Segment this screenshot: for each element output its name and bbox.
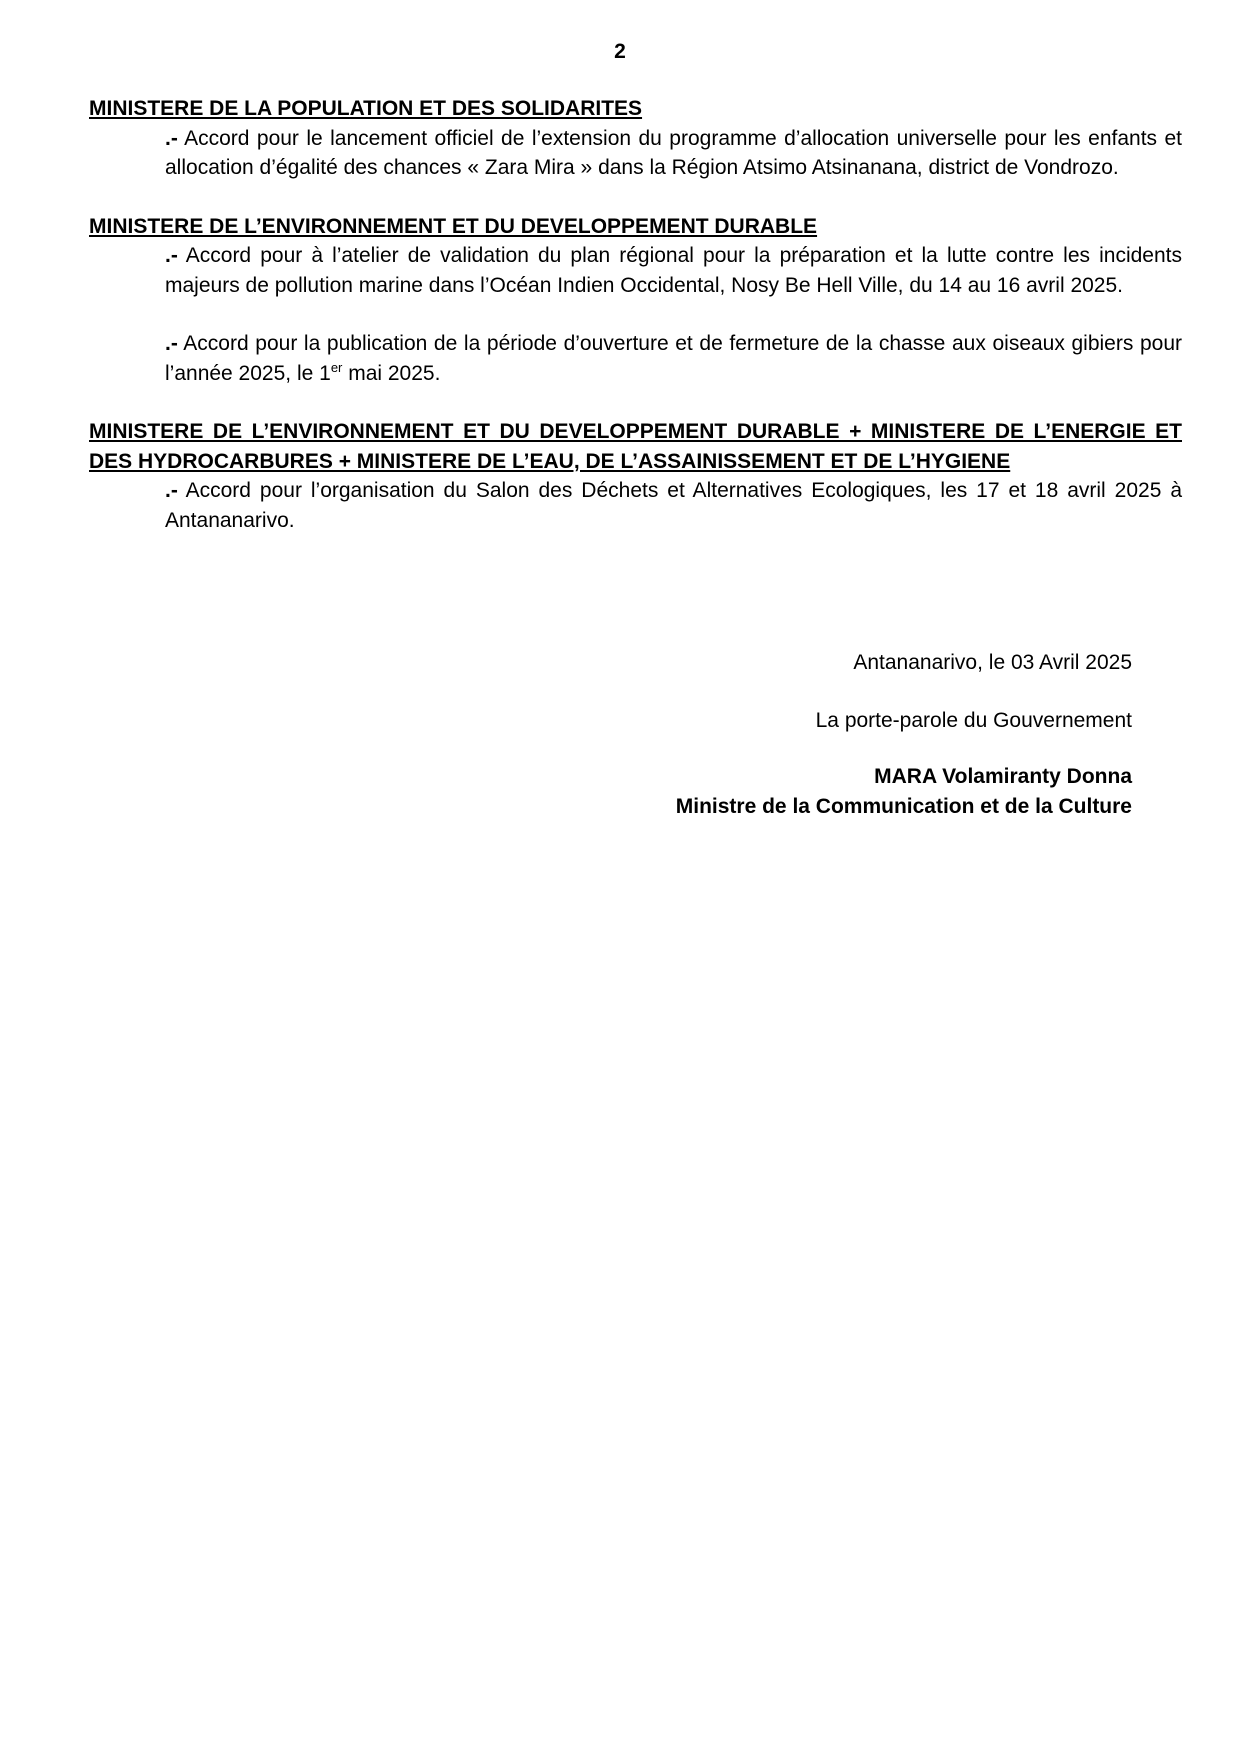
decision-text-end: mai 2025. (342, 361, 441, 385)
bullet-marker: .- (165, 244, 178, 267)
decision-item (165, 124, 1182, 183)
signatory-name: MARA Volamiranty Donna (874, 765, 1132, 788)
decision-text: Accord pour le lancement officiel de l’extension du programme d’allocation universelle pour les enfants et allocation d’égalité des chances « Zara Mira » dans la Région Atsimo Atsinanana, district de Vondrozo. (165, 126, 1182, 179)
section-title: MINISTERE DE L’ENVIRONNEMENT ET DU DEVELOPPEMENT DURABLE + MINISTERE DE L’ENERGIE ET DES HYDROCARBURES + MINISTERE DE L’EAU, DE L’ASSAINISSEMENT ET DE L’HYGIENE (89, 420, 1182, 473)
decision-text: Accord pour la publication de la période d’ouverture et de fermeture de la chasse aux oiseaux gibiers pour l’année 2025, le 1 (165, 332, 1182, 385)
place-date: Antananarivo, le 03 Avril 2025 (853, 651, 1132, 674)
bullet-marker: .- (165, 126, 178, 150)
ordinal-superscript: er (330, 359, 343, 375)
signatory-role: La porte-parole du Gouvernement (815, 709, 1132, 732)
section-environment (89, 212, 1182, 389)
decision-item (165, 329, 1182, 388)
section-joint-ministries (89, 417, 1182, 535)
section-title: MINISTERE DE LA POPULATION ET DES SOLIDARITES (89, 97, 643, 120)
document-body (89, 94, 1182, 564)
page-number: 2 (614, 40, 626, 63)
section-title: MINISTERE DE L’ENVIRONNEMENT ET DU DEVELOPPEMENT DURABLE (89, 214, 818, 238)
bullet-marker: .- (165, 479, 178, 502)
decision-item (165, 476, 1182, 535)
bullet-marker: .- (165, 332, 178, 355)
decision-text: Accord pour à l’atelier de validation du plan régional pour la préparation et la lutte contre les incidents majeurs de pollution marine dans l’Océan Indien Occidental, Nosy Be Hell Ville, du 14 au 16 avril 2025. (165, 244, 1182, 297)
decision-text: Accord pour l’organisation du Salon des Déchets et Alternatives Ecologiques, les 17 et 18 avril 2025 à Antananarivo. (165, 479, 1182, 532)
decision-item (165, 241, 1182, 300)
signatory-title: Ministre de la Communication et de la Culture (675, 795, 1132, 818)
section-population (89, 94, 1182, 183)
signature-block (0, 648, 1132, 822)
